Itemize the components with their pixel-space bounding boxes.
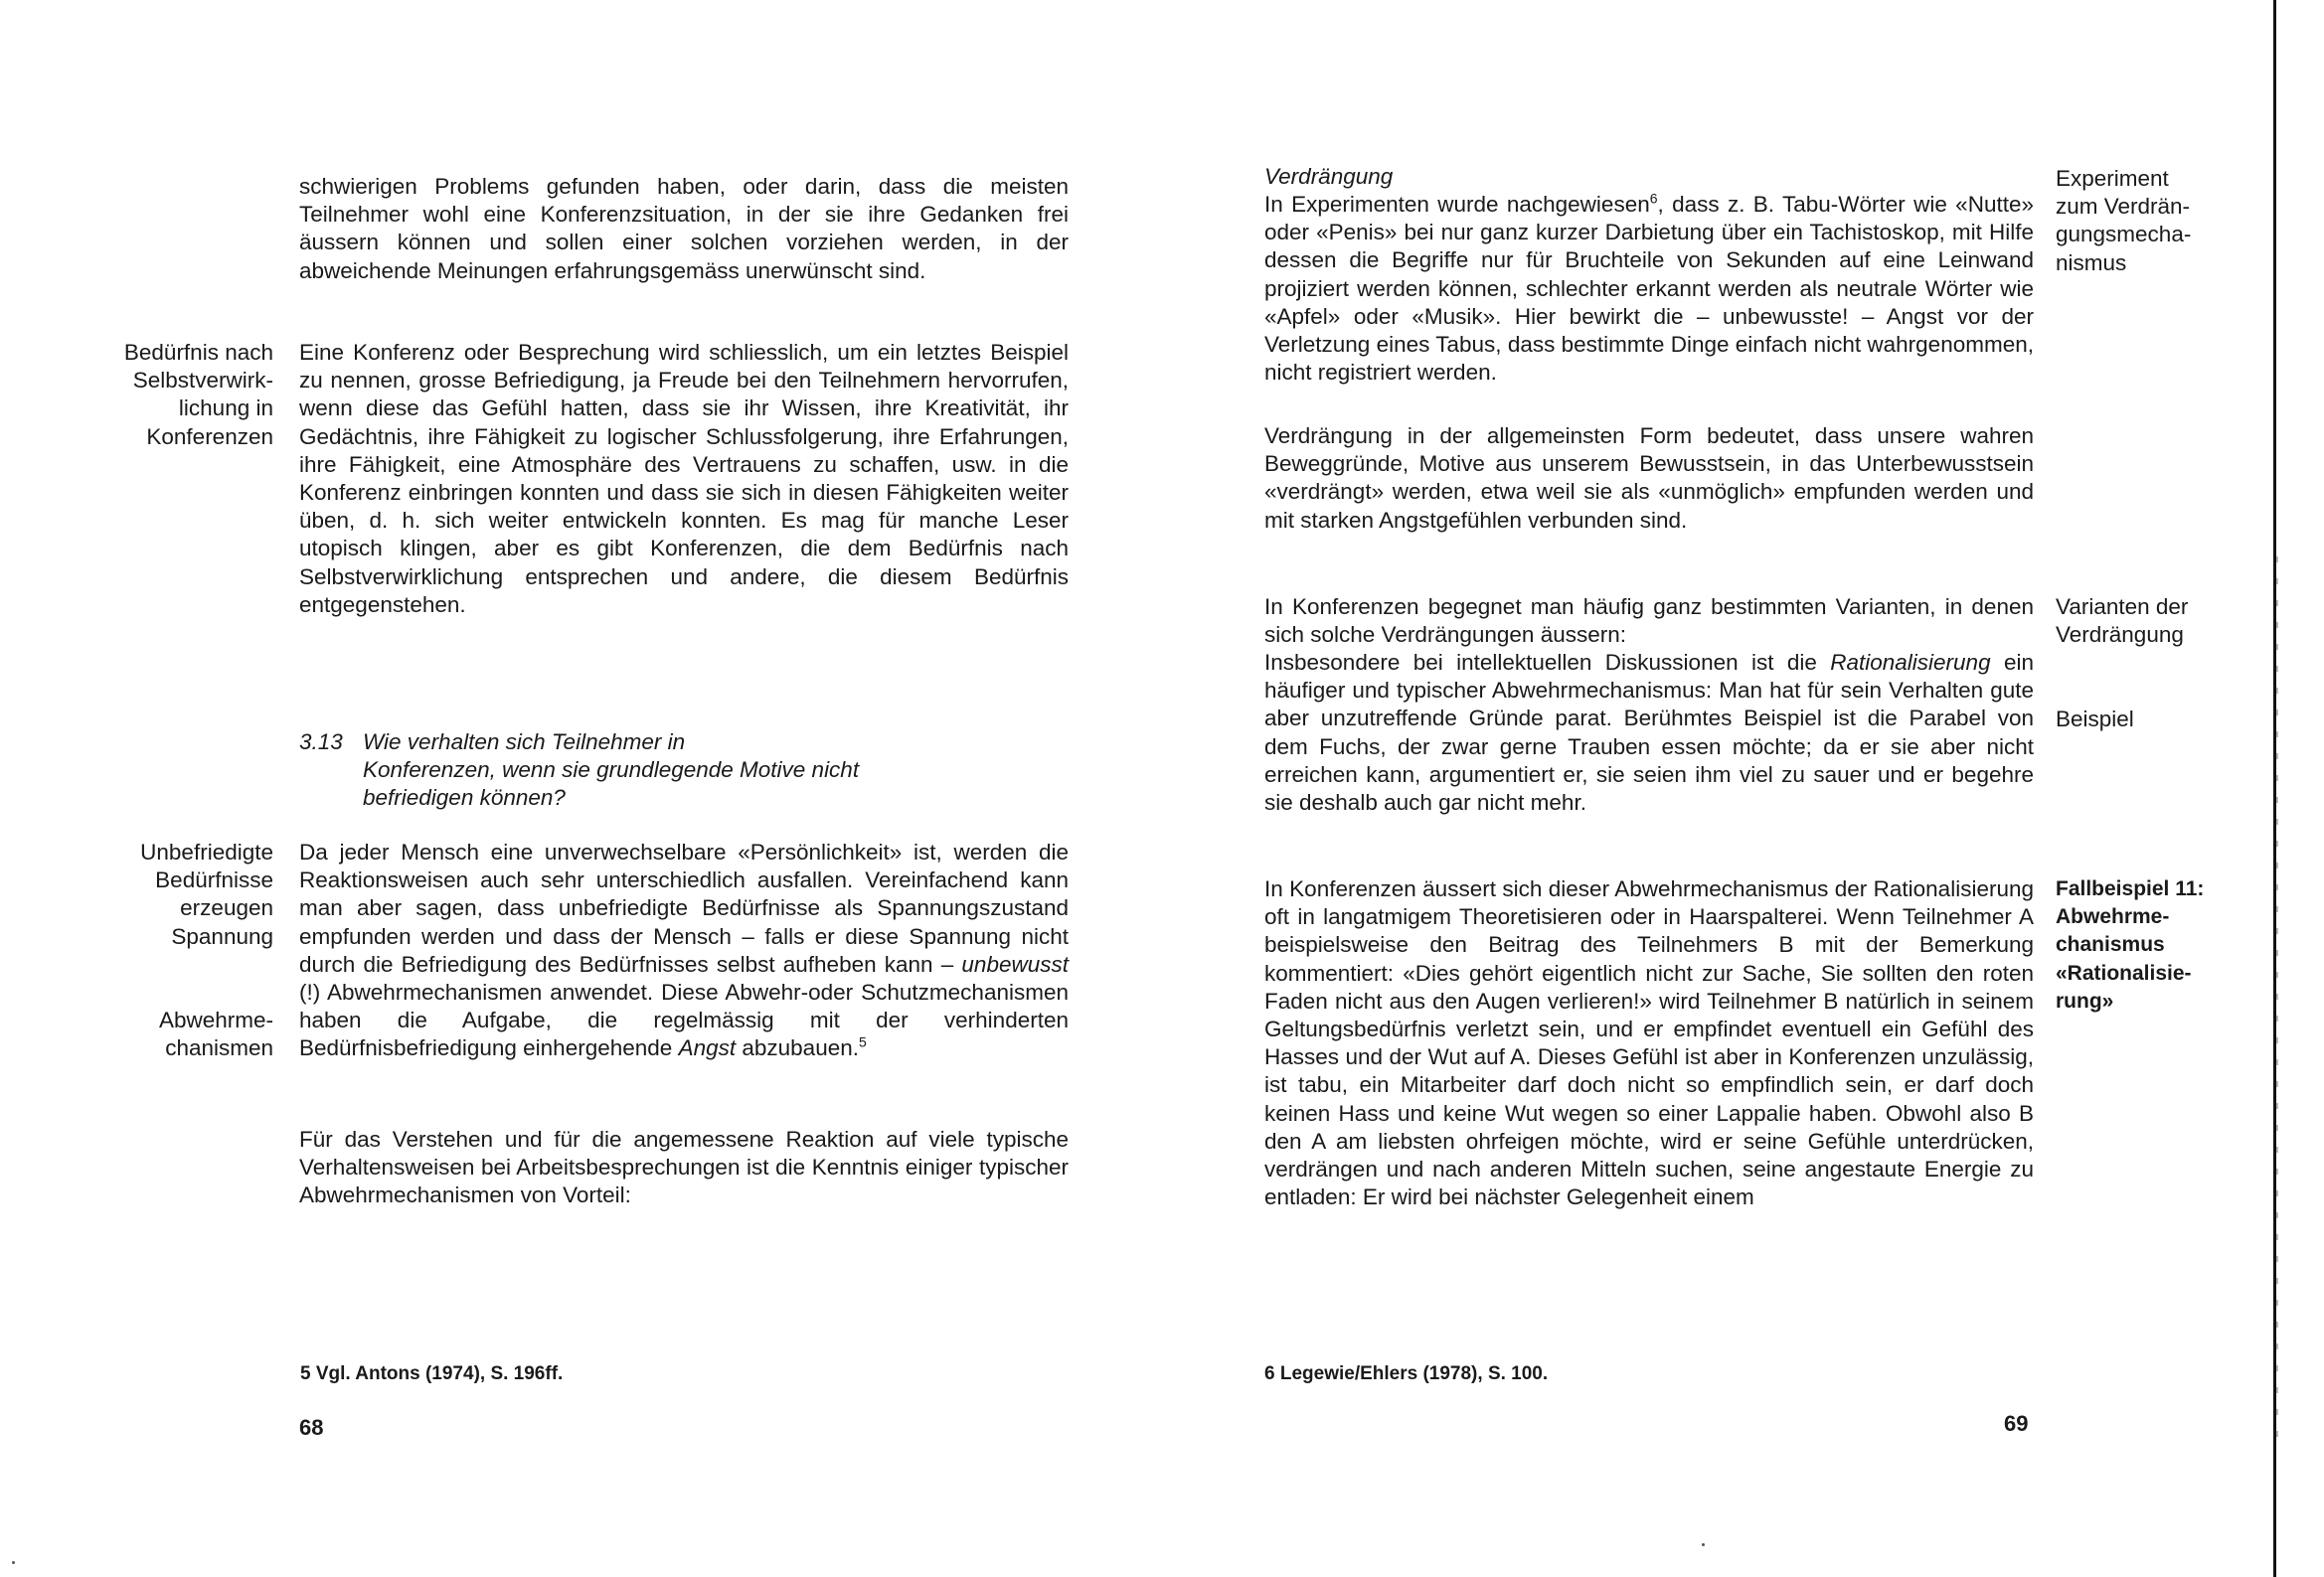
p3-text-b: (!) Abwehrmechanismen anwendet. Diese Abwehr-oder Schutzmechanismen haben die Aufgabe, die regelmässig mit der verhinderten Bedürfnisbefriedigung einhergehende bbox=[299, 980, 1069, 1061]
right-paragraph-5: In Konferenzen äussert sich dieser Abwehrmechanismus der Rationalisierung oft in langatmigem Theoretisieren oder in Haarspalterei. Wenn Teilnehmer A beispielsweise den Beitrag des Teilnehmers B mit der Bemerkung kommentiert: «Dies gehört eigentlich nicht zur Sache, Sie sollten den roten Faden nicht aus den Augen verlieren!» wird Teilnehmer B natürlich in seinem Geltungsbedürfnis verletzt sein, und er empfindet eventuell ein Gefühl des Hasses und der Wut auf A. Dieses Gefühl ist aber in Konferenzen unzulässig, ist tabu, ein Mitarbeiter darf doch nicht so empfindlich sein, er darf doch keinen Hass und keine Wut wegen so einer Lappalie haben. Obwohl also B den A am liebsten ohrfeigen möchte, wird er seine Gefühle unterdrücken, verdrängen und nach anderen Mitteln suchen, seine angestaute Energie zu entladen: Er wird bei nächster Gelegenheit einem bbox=[1264, 876, 2034, 1210]
section-title-line-2: Konferenzen, wenn sie grundlegende Motive nicht befriedigen können? bbox=[363, 757, 860, 811]
scan-speck bbox=[1702, 1543, 1705, 1546]
subheading-verdraengung: Verdrängung bbox=[1264, 164, 1394, 189]
left-margin-note-spannung: Unbefriedigte Bedürfnisse erzeugen Spannung bbox=[140, 840, 273, 949]
scan-speck bbox=[12, 1561, 15, 1564]
right-paragraph-3: In Konferenzen begegnet man häufig ganz bestimmten Varianten, in denen sich solche Verdrängungen äussern: bbox=[1264, 594, 2034, 648]
right-paragraph-1 bbox=[1264, 191, 2034, 387]
p3-emphasis-angst: Angst bbox=[678, 1035, 737, 1061]
rp4-emphasis-rationalisierung: Rationalisierung bbox=[1830, 650, 1991, 675]
left-paragraph-4: Für das Verstehen und für die angemessene Reaktion auf viele typische Verhaltensweisen bei Arbeitsbesprechungen ist die Kenntnis einiger typischer Abwehrmechanismen von Vorteil: bbox=[299, 1127, 1069, 1208]
section-title-line-1: Wie verhalten sich Teilnehmer in bbox=[363, 729, 686, 754]
footnote-ref-5: 5 bbox=[858, 1033, 867, 1050]
p3-emphasis-unbewusst: unbewusst bbox=[961, 951, 1069, 977]
right-margin-note-experiment: Experiment zum Verdrän- gungsmecha- nismus bbox=[2056, 166, 2192, 275]
left-paragraph-3 bbox=[299, 839, 1069, 1063]
right-footnote: 6 Legewie/Ehlers (1978), S. 100. bbox=[1264, 1363, 1549, 1384]
section-heading-3-13 bbox=[299, 728, 995, 813]
right-margin-note-fallbeispiel: Fallbeispiel 11: Abwehrme- chanismus «Rationalisie- rung» bbox=[2056, 877, 2205, 1013]
left-paragraph-2: Eine Konferenz oder Besprechung wird schliesslich, um ein letztes Beispiel zu nennen, grosse Befriedigung, ja Freude bei den Teilnehmern hervorrufen, wenn diese das Gefühl hatten, dass sie ihr Wissen, ihre Kreativität, ihr Gedächtnis, ihre Fähigkeit zu logischer Schlussfolgerung, ihre Erfahrungen, ihre Fähigkeit, eine Atmosphäre des Vertrauens zu schaffen, usw. in die Konferenz einbringen konnten und dass sie sich in diesen Fähigkeiten weiter üben, d. h. sich weiter entwickeln konnten. Es mag für manche Leser utopisch klingen, aber es gibt Konferenzen, die dem Bedürfnis nach Selbstverwirklichung entsprechen und andere, die diesem Bedürfnis entgegenstehen. bbox=[299, 340, 1069, 617]
left-paragraph-1: schwierigen Problems gefunden haben, oder darin, dass die meisten Teilnehmer wohl eine Konferenzsituation, in der sie ihre Gedanken frei äussern können und sollen einer solchen vorziehen werden, in der abweichende Meinungen erfahrungsgemäss unerwünscht sind. bbox=[299, 174, 1069, 283]
right-page-number: 69 bbox=[2004, 1411, 2029, 1436]
rp4-text-a: Insbesondere bei intellektuellen Diskussionen ist die bbox=[1264, 650, 1817, 675]
rp1-text-b: , dass z. B. Tabu-Wörter wie «Nutte» oder «Penis» bei nur ganz kurzer Darbietung über ein Tachistoskop, mit Hilfe dessen die Begriffe nur für Bruchteile von Sekunden auf eine Leinwand projiziert werden können, schlechter erkannt werden als neutrale Wörter wie «Apfel» oder «Musik». Hier bewirkt die – unbewusste! – Angst vor der Verletzung eines Tabus, dass bestimmte Dinge einfach nicht wahrgenommen, nicht registriert werden. bbox=[1264, 192, 2034, 386]
left-margin-note-abwehrmechanismen: Abwehrme- chanismen bbox=[158, 1008, 273, 1061]
scan-artifact-dashes bbox=[2276, 556, 2278, 1451]
left-footnote: 5 Vgl. Antons (1974), S. 196ff. bbox=[300, 1363, 564, 1384]
rp1-text-a: In Experimenten wurde nachgewiesen bbox=[1264, 192, 1650, 217]
right-margin-note-varianten: Varianten der Verdrängung bbox=[2056, 594, 2189, 648]
right-paragraph-4 bbox=[1264, 649, 2034, 817]
rp4-text-b: ein häufiger und typischer Abwehrmechanismus: Man hat für sein Verhalten gute aber unzutreffende Gründe parat. Berühmtes Beispiel ist die Parabel von dem Fuchs, der zwar gerne Trauben essen möchte; da er sie aber nicht erreichen kann, argumentiert er, sie seien ihm viel zu sauer und er begehre sie deshalb auch gar nicht mehr. bbox=[1264, 650, 2034, 816]
p3-text-c: abzubauen. bbox=[742, 1035, 859, 1061]
left-margin-note-selbstverwirklichung: Bedürfnis nach Selbstverwirk- lichung in Konferenzen bbox=[123, 340, 273, 449]
right-margin-note-beispiel: Beispiel bbox=[2056, 707, 2134, 731]
section-number: 3.13 bbox=[299, 729, 343, 754]
left-page-number: 68 bbox=[299, 1415, 324, 1440]
footnote-ref-6: 6 bbox=[1649, 190, 1658, 207]
p3-text-a: Da jeder Mensch eine unverwechselbare «Persönlichkeit» ist, werden die Reaktionsweisen auch sehr unterschiedlich ausfallen. Vereinfachend kann man aber sagen, dass unbefriedigte Bedürfnisse als Spannungszustand empfunden werden und dass der Mensch – falls er diese Spannung nicht durch die Befriedigung des Bedürfnisses selbst aufheben kann – bbox=[299, 840, 1069, 977]
right-paragraph-2: Verdrängung in der allgemeinsten Form bedeutet, dass unsere wahren Beweggründe, Motive aus unserem Bewusstsein, in das Unterbewusstsein «verdrängt» werden, etwa weil sie als «unmöglich» empfunden werden und mit starken Angstgefühlen verbunden sind. bbox=[1264, 423, 2034, 533]
